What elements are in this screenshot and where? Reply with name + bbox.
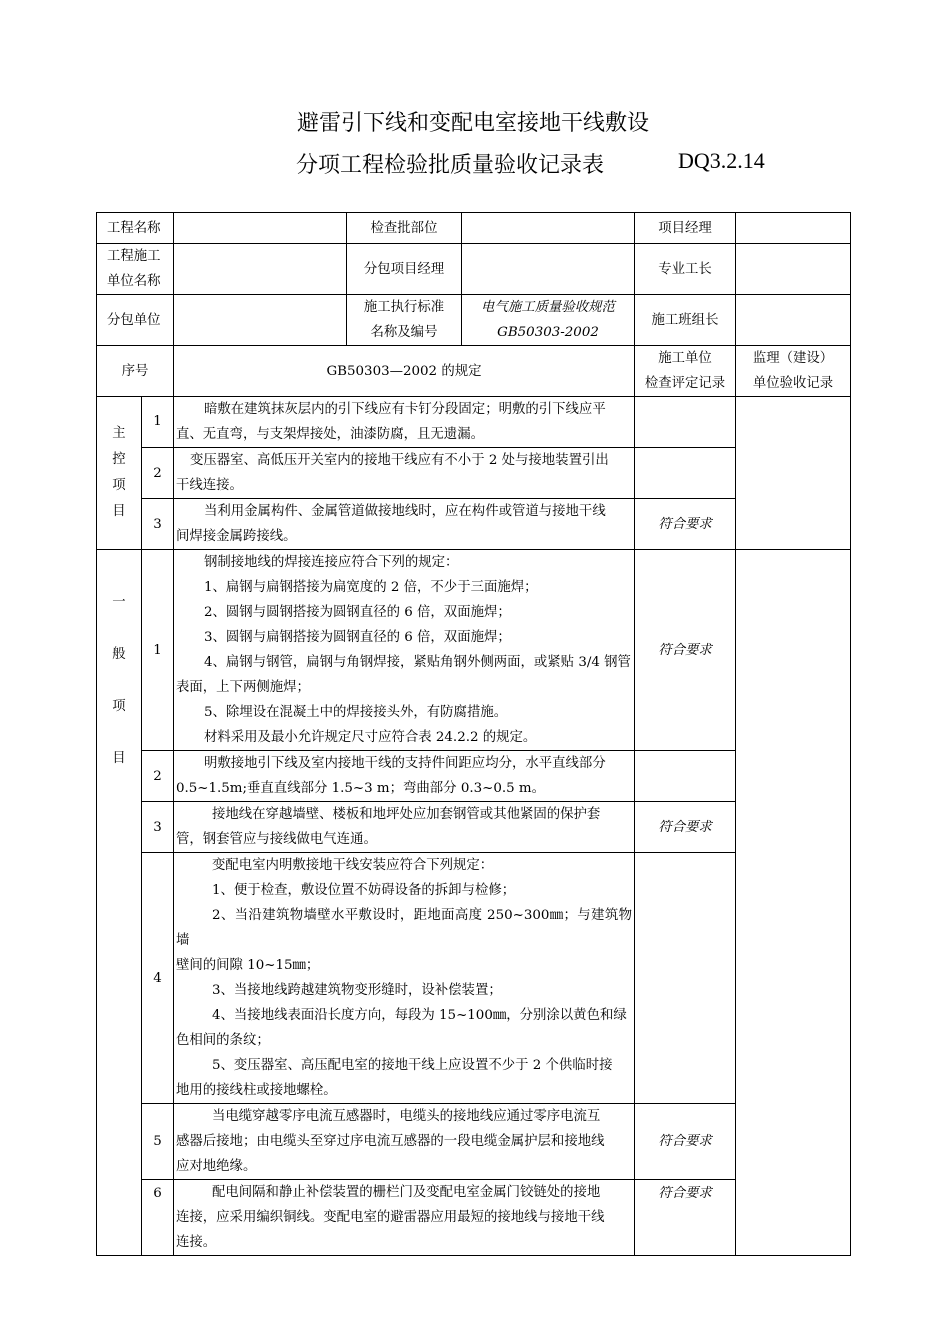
foreman-label: 专业工长 xyxy=(635,244,736,295)
item-result[interactable]: 符合要求 xyxy=(635,499,736,550)
item-no: 4 xyxy=(142,853,174,1104)
sub-unit-label: 分包单位 xyxy=(97,295,174,346)
item-text: 变压器室、高低压开关室内的接地干线应有不小于 2 处与接地装置引出 干线连接。 xyxy=(174,448,635,499)
spec-header: GB50303—2002 的规定 xyxy=(174,346,635,397)
item-text: 明敷接地引下线及室内接地干线的支持件间距应均分，水平直线部分 0.5~1.5m;垂直直线部分 1.5~3 m；弯曲部分 0.3~0.5 m。 xyxy=(174,751,635,802)
item-text: 变配电室内明敷接地干线安装应符合下列规定： 1、便于检查，敷设位置不妨碍设备的拆卸与检修； 2、当沿建筑物墙壁水平敷设时，距地面高度 250~300㎜；与建筑物墙 壁间的间隙 10~15㎜； 3、当接地线跨越建筑物变形缝时，设补偿装置； 4、当接地线表面沿长度方向，每段为 15~100㎜，分别涂以黄色和绿 色相间的条纹； 5、变压器室、高压配电室的接地干线上应设置不少于 2 个供临时接 地用的接线柱或接地螺栓。 xyxy=(174,853,635,1104)
title-text: 分项工程检验批质量验收记录表 xyxy=(296,153,605,178)
standard-label: 施工执行标准 名称及编号 xyxy=(347,295,462,346)
unit-check-header: 施工单位 检查评定记录 xyxy=(635,346,736,397)
item-text: 配电间隔和静止补偿装置的栅栏门及变配电室金属门铰链处的接地 连接，应采用编织铜线。变配电室的避雷器应用最短的接地线与接地干线 连接。 xyxy=(174,1180,635,1256)
main-group-label: 主 控 项 目 xyxy=(97,397,142,550)
supervisor-header: 监理（建设） 单位验收记录 xyxy=(736,346,851,397)
seq-header: 序号 xyxy=(97,346,174,397)
main-supervisor-cell[interactable] xyxy=(736,397,851,550)
item-result[interactable]: 符合要求 xyxy=(635,1180,736,1256)
item-result[interactable] xyxy=(635,751,736,802)
inspect-part-label: 检查批部位 xyxy=(347,213,462,244)
constructor-label: 工程施工 单位名称 xyxy=(97,244,174,295)
item-no: 2 xyxy=(142,448,174,499)
item-no: 3 xyxy=(142,802,174,853)
item-no: 2 xyxy=(142,751,174,802)
sub-manager-label: 分包项目经理 xyxy=(347,244,462,295)
general-supervisor-cell[interactable] xyxy=(736,550,851,1256)
item-result[interactable]: 符合要求 xyxy=(635,550,736,751)
standard-value: 电气施工质量验收规范 GB50303-2002 xyxy=(462,295,635,346)
project-manager-value[interactable] xyxy=(736,213,851,244)
item-text: 当利用金属构件、金属管道做接地线时，应在构件或管道与接地干线 间焊接金属跨接线。 xyxy=(174,499,635,550)
item-no: 1 xyxy=(142,397,174,448)
item-no: 5 xyxy=(142,1104,174,1180)
sub-manager-value[interactable] xyxy=(462,244,635,295)
form-code: DQ3.2.14 xyxy=(678,148,765,173)
item-no: 1 xyxy=(142,550,174,751)
project-name-label: 工程名称 xyxy=(97,213,174,244)
item-text: 接地线在穿越墙壁、楼板和地坪处应加套钢管或其他紧固的保护套 管，钢套管应与接线做电气连通。 xyxy=(174,802,635,853)
item-text: 暗敷在建筑抹灰层内的引下线应有卡钉分段固定；明敷的引下线应平 直、无直弯，与支架焊接处，油漆防腐，且无遗漏。 xyxy=(174,397,635,448)
item-result[interactable] xyxy=(635,448,736,499)
inspect-part-value[interactable] xyxy=(462,213,635,244)
record-table xyxy=(96,212,851,1256)
item-text: 当电缆穿越零序电流互感器时，电缆头的接地线应通过零序电流互 感器后接地；由电缆头至穿过序电流互感器的一段电缆金属护层和接地线 应对地绝缘。 xyxy=(174,1104,635,1180)
item-result[interactable]: 符合要求 xyxy=(635,1104,736,1180)
item-no: 6 xyxy=(142,1180,174,1256)
constructor-value[interactable] xyxy=(174,244,347,295)
item-no: 3 xyxy=(142,499,174,550)
project-manager-label: 项目经理 xyxy=(635,213,736,244)
item-result[interactable] xyxy=(635,397,736,448)
item-result[interactable]: 符合要求 xyxy=(635,802,736,853)
general-group-label: 一 般 项 目 xyxy=(97,550,142,1256)
project-name-value[interactable] xyxy=(174,213,347,244)
team-leader-label: 施工班组长 xyxy=(635,295,736,346)
title-line-1: 避雷引下线和变配电室接地干线敷设 xyxy=(296,111,649,136)
sub-unit-value[interactable] xyxy=(174,295,347,346)
foreman-value[interactable] xyxy=(736,244,851,295)
item-result[interactable] xyxy=(635,853,736,1104)
item-text: 钢制接地线的焊接连接应符合下列的规定： 1、扁钢与扁钢搭接为扁宽度的 2 倍，不少于三面施焊； 2、圆钢与圆钢搭接为圆钢直径的 6 倍，双面施焊； 3、圆钢与扁钢搭接为圆钢直径的 6 倍，双面施焊； 4、扁钢与钢管，扁钢与角钢焊接，紧贴角钢外侧两面，或紧贴 3/4 钢管 表面，上下两侧施焊； 5、除埋设在混凝土中的焊接接头外，有防腐措施。 材料采用及最小允许规定尺寸应符合表 24.2.2 的规定。 xyxy=(174,550,635,751)
team-leader-value[interactable] xyxy=(736,295,851,346)
